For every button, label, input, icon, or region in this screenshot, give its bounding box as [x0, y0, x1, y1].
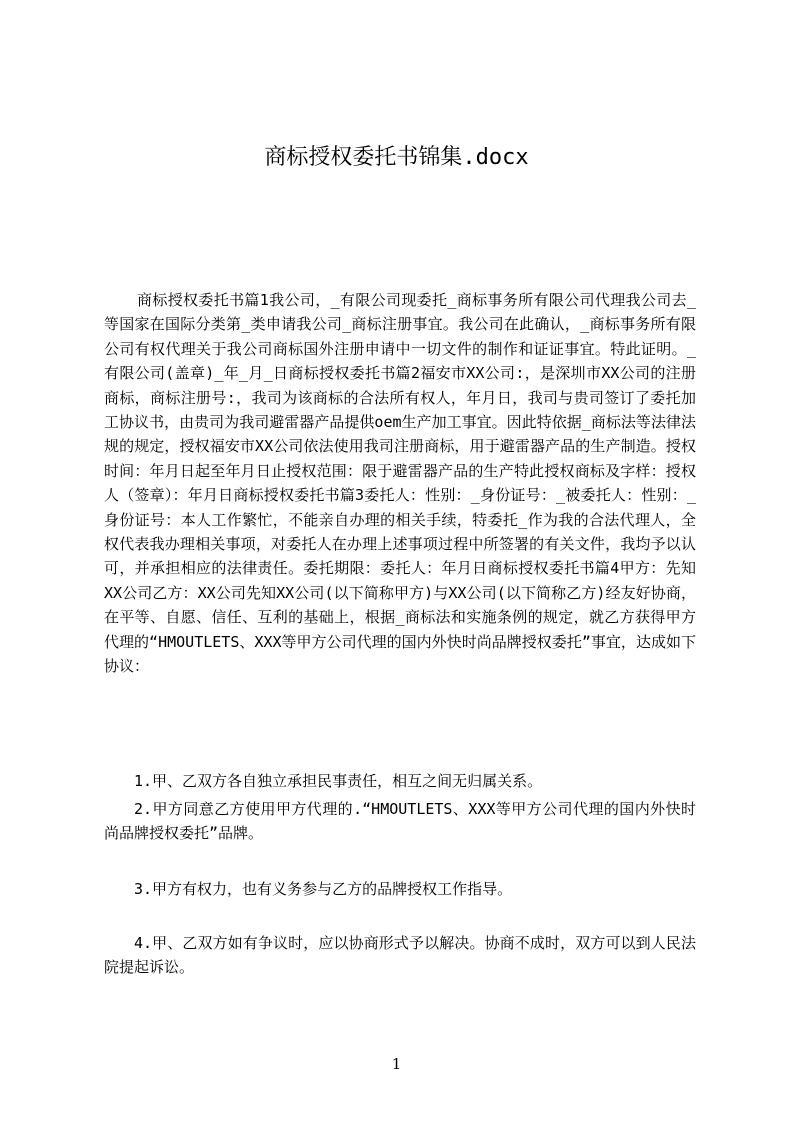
agreement-item-2: 2.甲方同意乙方使用甲方代理的.“HMOUTLETS、XXX等甲方公司代理的国内外快时尚品牌授权委托”品牌。	[104, 800, 696, 843]
agreement-item-4: 4.甲、乙双方如有争议时，应以协商形式予以解决。协商不成时，双方可以到人民法院提起诉讼。	[104, 934, 696, 977]
agreement-item-3: 3.甲方有权力，也有义务参与乙方的品牌授权工作指导。	[134, 880, 513, 898]
intro-paragraph: 商标授权委托书篇1我公司，_有限公司现委托_商标事务所有限公司代理我公司去_等国家在国际分类第_类申请我公司_商标注册事宜。我公司在此确认，_商标事务所有限公司有权代理关于我公司商标国外注册申请中一切文件的制作和证证事宜。特此证明。_有限公司(盖章)_年_月_日商标授权委托书篇2福安市XX公司:，是深圳市XX公司的注册商标，商标注册号:，我司为该商标的合法所有权人，年月日，我司与贵司签订了委托加工协议书，由贵司为我司避雷器产品提供oem生产加工事宜。因此特依据_商标法等法律法规的规定，授权福安市XX公司依法使用我司注册商标，用于避雷器产品的生产制造。授权时间：年月日起至年月日止授权范围：限于避雷器产品的生产特此授权商标及字样：授权人（签章）：年月日商标授权委托书篇3委托人：性别：_身份证号：_被委托人：性别：_身份证号：本人工作繁忙，不能亲自办理的相关手续，特委托_作为我的合法代理人，全权代表我办理相关事项，对委托人在办理上述事项过程中所签署的有关文件，我均予以认可，并承担相应的法律责任。委托期限：委托人：年月日商标授权委托书篇4甲方：先知XX公司乙方：XX公司先知XX公司(以下简称甲方)与XX公司(以下简称乙方)经友好协商，在平等、自愿、信任、互利的基础上，根据_商标法和实施条例的规定，就乙方获得甲方代理的“HMOUTLETS、XXX等甲方公司代理的国内外快时尚品牌授权委托”事宜，达成如下协议：	[104, 291, 696, 676]
agreement-item-1: 1.甲、乙双方各自独立承担民事责任，相互之间无归属关系。	[134, 772, 543, 790]
document-title: 商标授权委托书锦集.docx	[264, 145, 529, 170]
page-number: 1	[391, 1055, 402, 1073]
